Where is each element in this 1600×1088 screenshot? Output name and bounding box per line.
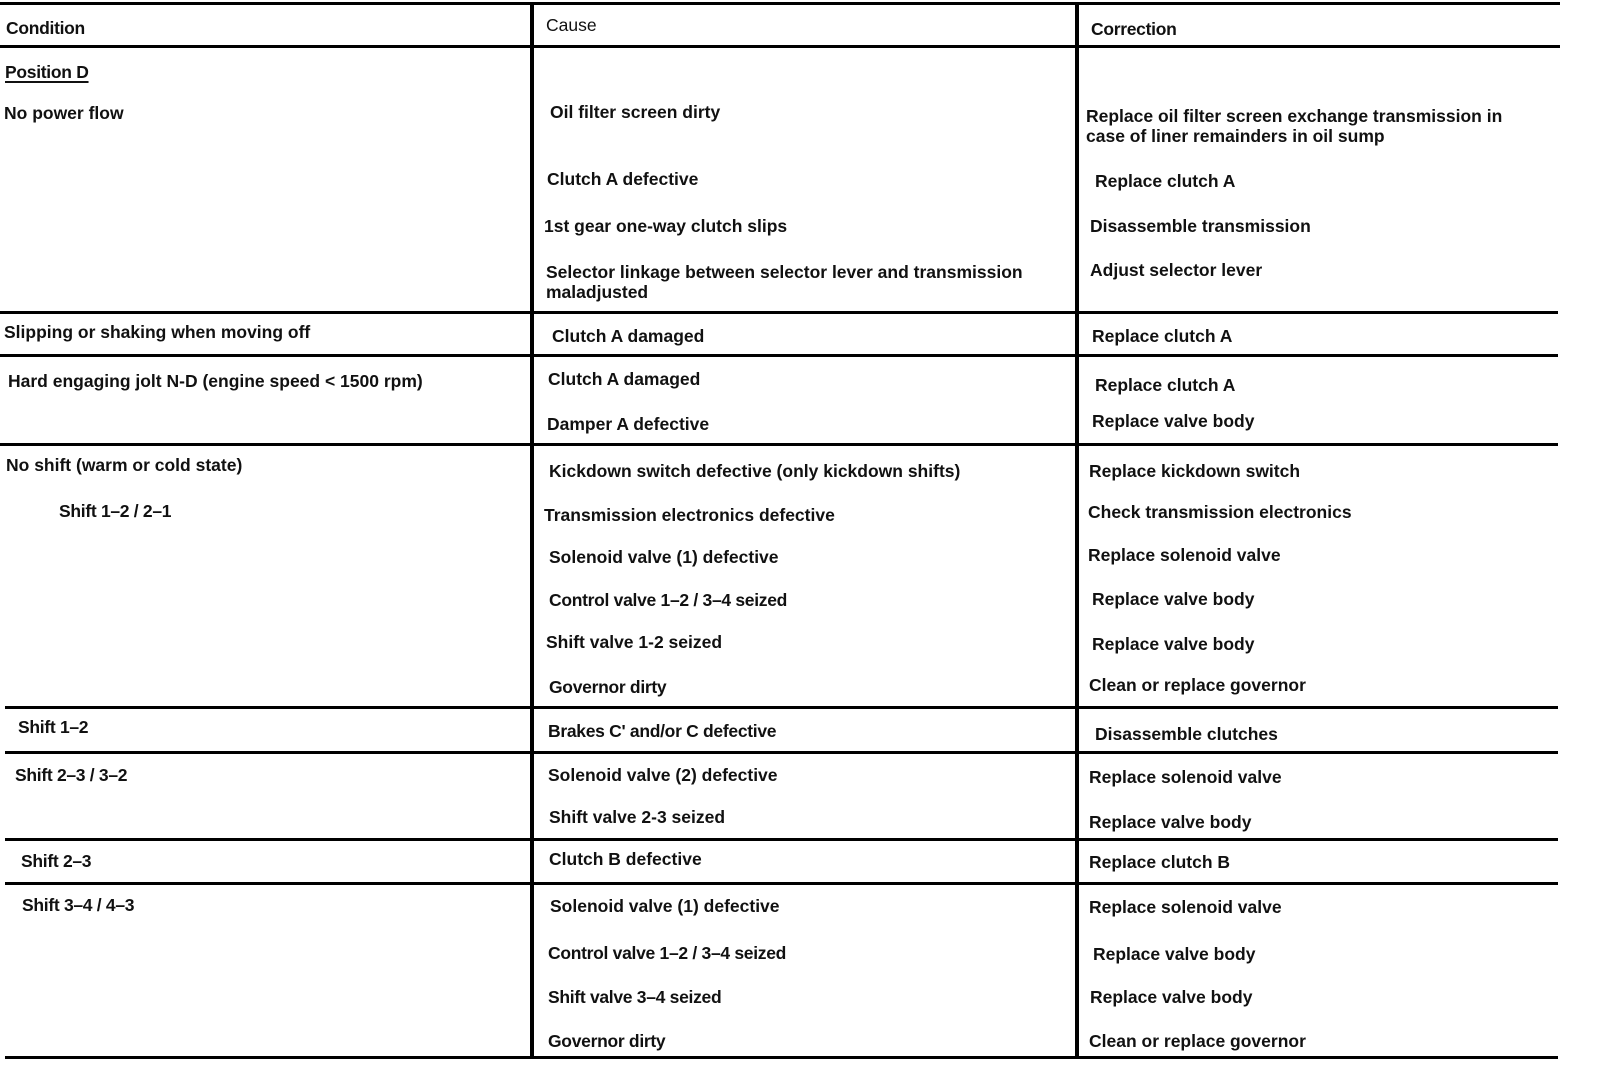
cause-cell: Clutch B defective xyxy=(549,849,702,869)
condition-cell: No shift (warm or cold state) xyxy=(6,455,243,475)
correction-cell: Replace valve body xyxy=(1093,944,1256,964)
cause-cell: Selector linkage between selector lever and transmission maladjusted xyxy=(546,262,1023,302)
header-correction: Correction xyxy=(1091,19,1177,39)
correction-cell: Replace kickdown switch xyxy=(1089,461,1301,481)
cause-cell: Governor dirty xyxy=(548,1031,666,1051)
column-divider-1 xyxy=(530,4,534,1057)
cause-cell: Clutch A defective xyxy=(547,169,699,189)
condition-cell: Hard engaging jolt N-D (engine speed < 1500 rpm) xyxy=(8,371,423,391)
cause-cell: Brakes C' and/or C defective xyxy=(548,721,777,741)
cause-cell: Solenoid valve (1) defective xyxy=(549,547,779,567)
row-divider xyxy=(5,751,1558,754)
cause-cell: 1st gear one-way clutch slips xyxy=(544,216,788,236)
correction-cell: Replace solenoid valve xyxy=(1089,897,1282,917)
subcondition-cell: Shift 1–2 / 2–1 xyxy=(59,501,172,521)
correction-cell: Replace clutch A xyxy=(1092,326,1233,346)
correction-cell: Disassemble transmission xyxy=(1090,216,1311,236)
row-divider xyxy=(0,311,1558,314)
header-divider xyxy=(0,45,1560,48)
cause-cell: Damper A defective xyxy=(547,414,710,434)
row-divider xyxy=(5,882,1558,885)
correction-cell: Replace valve body xyxy=(1092,634,1255,654)
cause-cell: Kickdown switch defective (only kickdown shifts) xyxy=(549,461,961,481)
cause-cell: Control valve 1–2 / 3–4 seized xyxy=(548,943,787,963)
cause-cell: Solenoid valve (1) defective xyxy=(550,896,780,916)
condition-cell: Shift 3–4 / 4–3 xyxy=(22,895,135,915)
condition-cell: Shift 2–3 xyxy=(21,851,92,871)
cause-cell: Transmission electronics defective xyxy=(544,505,835,525)
row-divider xyxy=(5,838,1558,841)
condition-cell: No power flow xyxy=(4,103,124,123)
cause-cell: Control valve 1–2 / 3–4 seized xyxy=(549,590,788,610)
correction-cell: Replace valve body xyxy=(1090,987,1253,1007)
header-cause: Cause xyxy=(546,15,597,35)
cause-cell: Shift valve 1-2 seized xyxy=(546,632,723,652)
cause-cell: Solenoid valve (2) defective xyxy=(548,765,778,785)
correction-cell: Replace valve body xyxy=(1092,411,1255,431)
correction-cell: Replace solenoid valve xyxy=(1088,545,1281,565)
correction-cell: Replace clutch A xyxy=(1095,171,1236,191)
header-condition: Condition xyxy=(6,18,85,38)
correction-cell: Replace clutch B xyxy=(1089,852,1231,872)
correction-cell: Replace solenoid valve xyxy=(1089,767,1282,787)
column-divider-2 xyxy=(1075,4,1079,1057)
correction-cell: Check transmission electronics xyxy=(1088,502,1352,522)
row-divider xyxy=(0,354,1558,357)
table-top-border xyxy=(0,2,1560,5)
correction-cell: Replace oil filter screen exchange transmission in case of liner remainders in oil sump xyxy=(1086,106,1503,146)
cause-cell: Governor dirty xyxy=(549,677,667,697)
condition-cell: Slipping or shaking when moving off xyxy=(4,322,311,342)
correction-cell: Replace valve body xyxy=(1092,589,1255,609)
cause-cell: Oil filter screen dirty xyxy=(550,102,721,122)
table-bottom-border xyxy=(5,1056,1558,1059)
row-divider xyxy=(5,706,1558,709)
section-label: Position D xyxy=(5,62,89,82)
correction-cell: Replace clutch A xyxy=(1095,375,1236,395)
cause-cell: Clutch A damaged xyxy=(552,326,705,346)
row-divider xyxy=(0,443,1558,446)
cause-cell: Clutch A damaged xyxy=(548,369,701,389)
cause-cell: Shift valve 2-3 seized xyxy=(549,807,726,827)
condition-cell: Shift 2–3 / 3–2 xyxy=(15,765,128,785)
correction-cell: Replace valve body xyxy=(1089,812,1252,832)
correction-cell: Clean or replace governor xyxy=(1089,675,1306,695)
cause-cell: Shift valve 3–4 seized xyxy=(548,987,722,1007)
correction-cell: Clean or replace governor xyxy=(1089,1031,1306,1051)
condition-cell: Shift 1–2 xyxy=(18,717,89,737)
correction-cell: Adjust selector lever xyxy=(1090,260,1263,280)
correction-cell: Disassemble clutches xyxy=(1095,724,1278,744)
